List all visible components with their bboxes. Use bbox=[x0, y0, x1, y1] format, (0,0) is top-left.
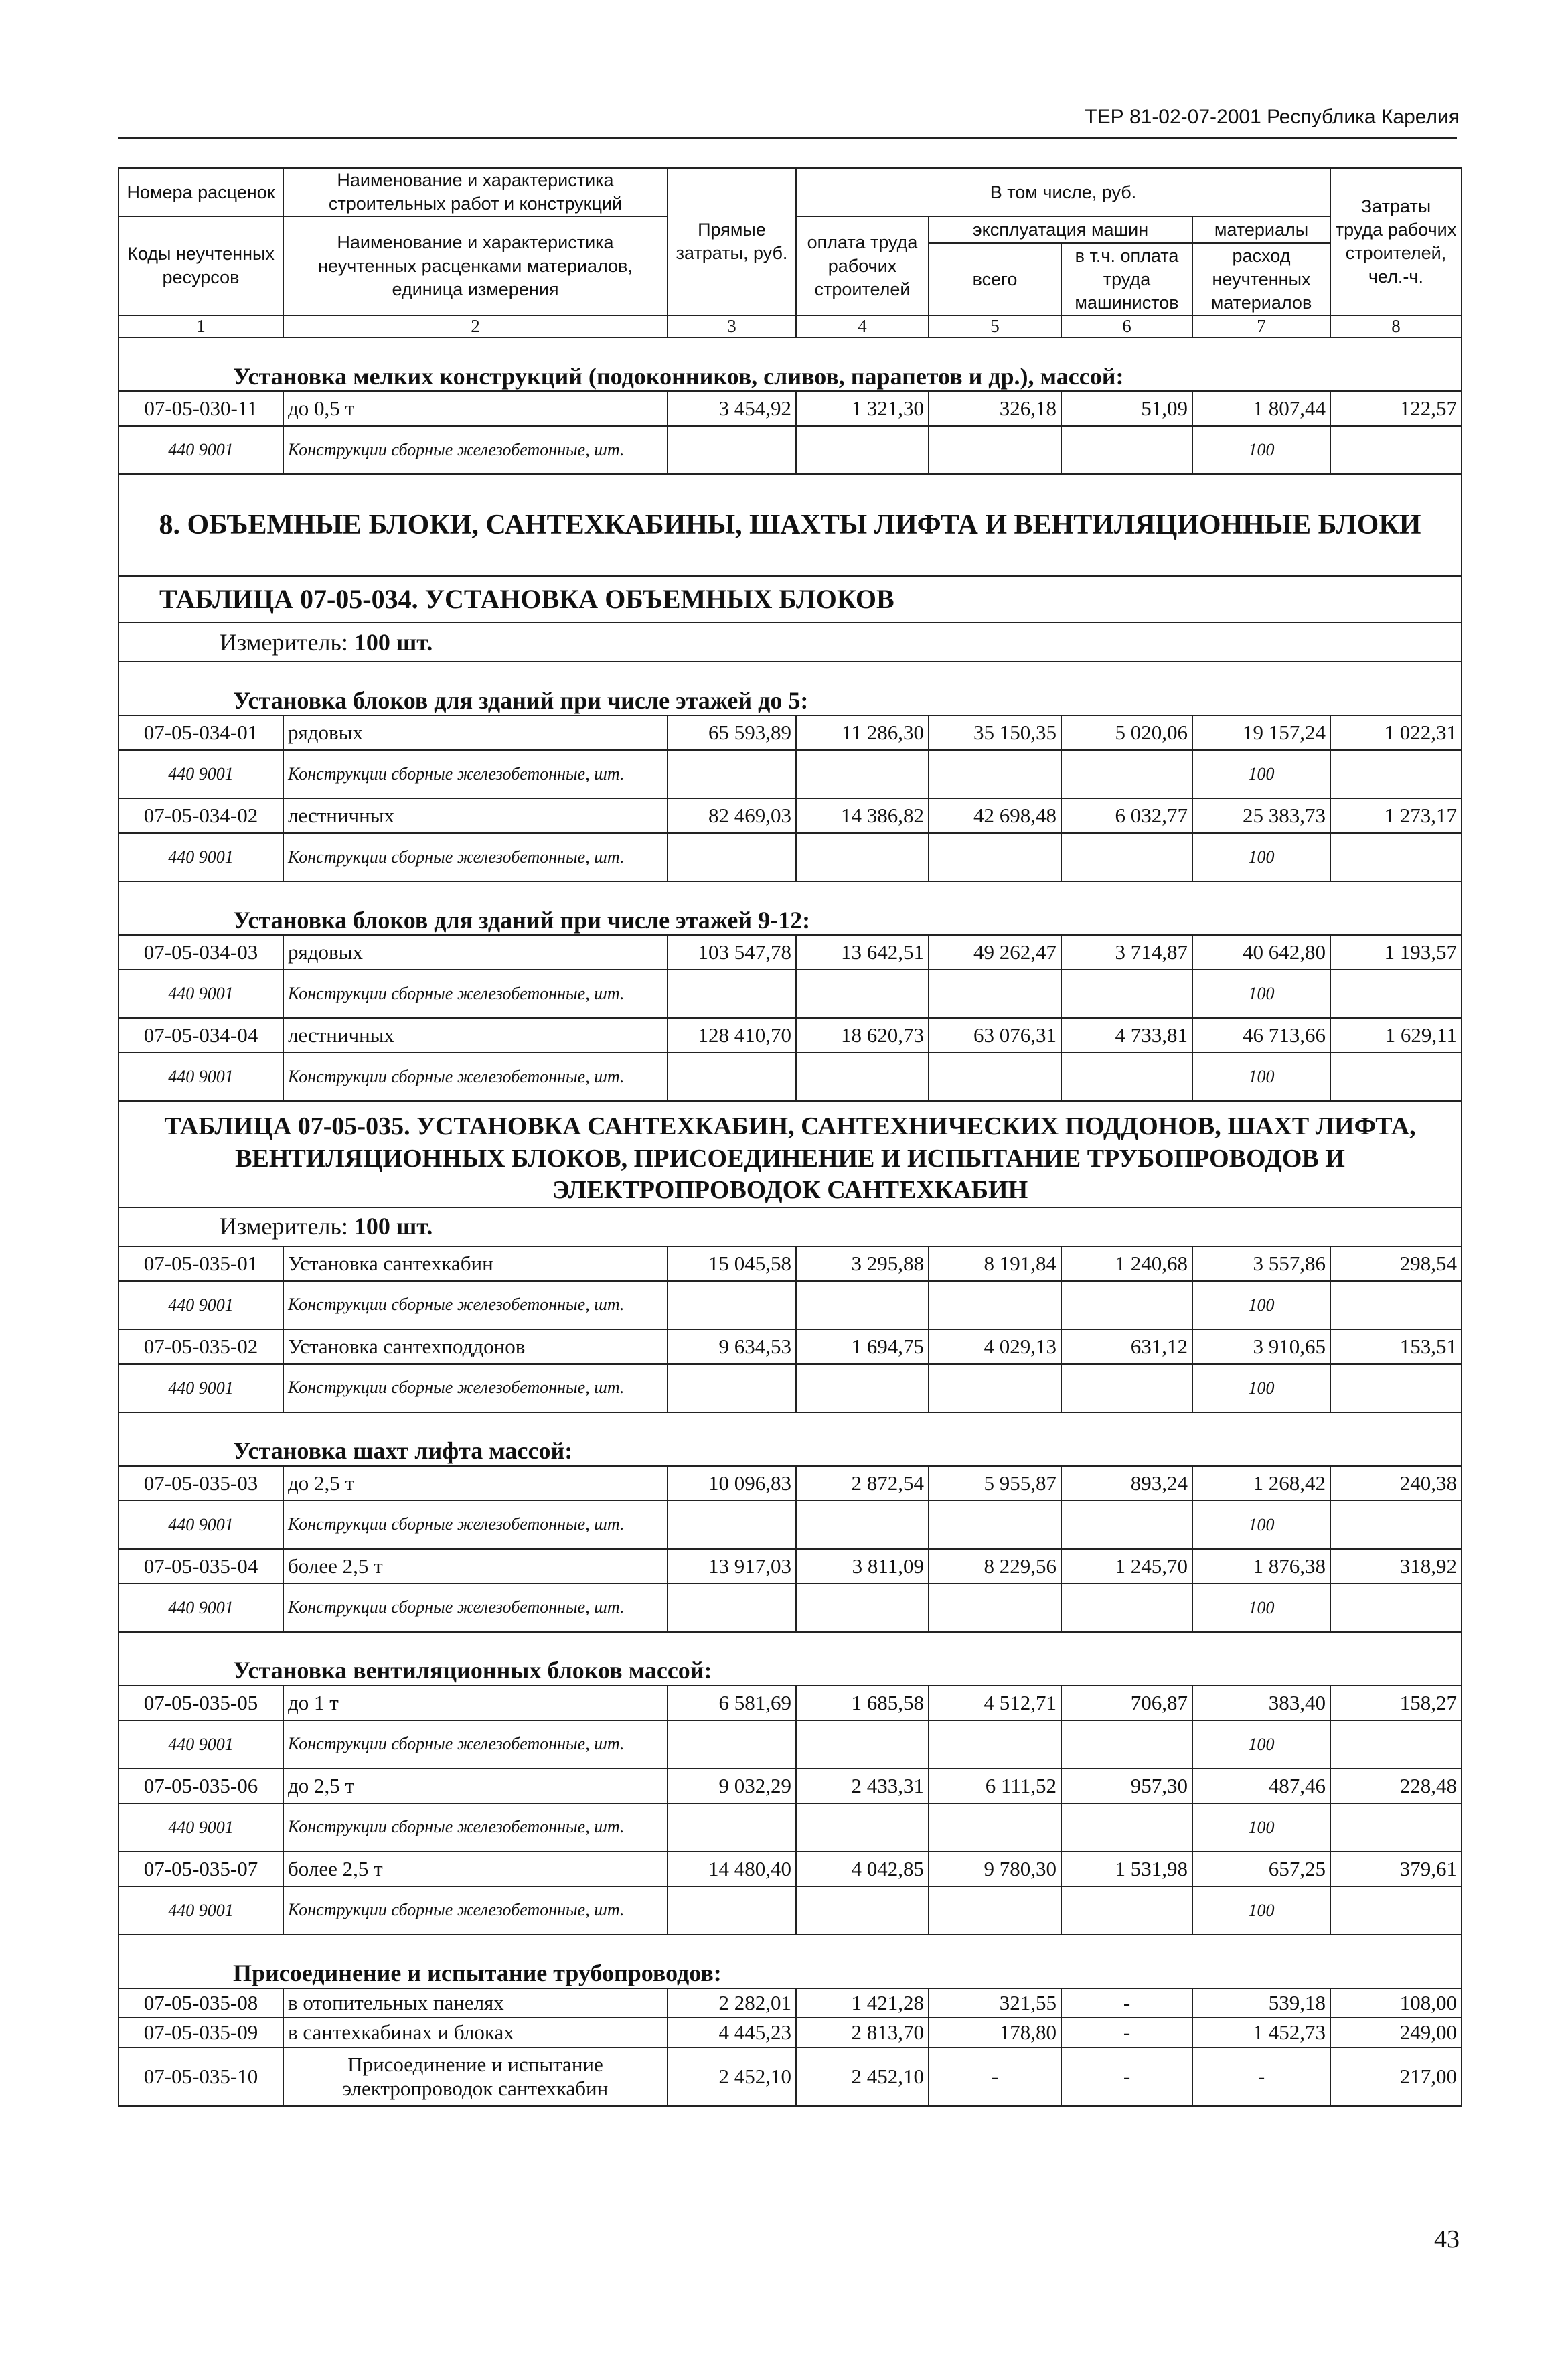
machinist-pay: 893,24 bbox=[1061, 1466, 1192, 1501]
col-labor-pay: оплата труда рабочих строителей bbox=[796, 216, 929, 315]
measure-unit bbox=[119, 623, 1462, 662]
header-rule bbox=[118, 137, 1457, 139]
material-qty: 100 bbox=[1192, 833, 1330, 881]
materials-cost: 1 268,42 bbox=[1192, 1466, 1330, 1501]
machinist-pay: - bbox=[1061, 2047, 1192, 2106]
work-name: до 0,5 т bbox=[283, 391, 668, 426]
machinist-pay: - bbox=[1061, 1988, 1192, 2018]
direct-cost: 2 282,01 bbox=[668, 1988, 796, 2018]
machinist-pay: 706,87 bbox=[1061, 1686, 1192, 1720]
direct-cost: 4 445,23 bbox=[668, 2018, 796, 2047]
machines-total: - bbox=[929, 2047, 1061, 2106]
work-name: в отопительных панелях bbox=[283, 1988, 668, 2018]
materials-cost: 1 807,44 bbox=[1192, 391, 1330, 426]
direct-cost: 10 096,83 bbox=[668, 1466, 796, 1501]
col-machines: эксплуатация машин bbox=[929, 216, 1192, 243]
materials-cost: - bbox=[1192, 2047, 1330, 2106]
material-qty: 100 bbox=[1192, 1720, 1330, 1769]
machines-total: 321,55 bbox=[929, 1988, 1061, 2018]
col-unaccounted-materials: расход неучтенных материалов bbox=[1192, 243, 1330, 315]
labor-pay: 14 386,82 bbox=[796, 798, 929, 833]
table-row bbox=[119, 1769, 1462, 1803]
col-including: В том числе, руб. bbox=[796, 168, 1330, 216]
col-number: 3 bbox=[668, 315, 796, 338]
resource-code: 440 9001 bbox=[119, 1281, 283, 1329]
material-name: Конструкции сборные железобетонные, шт. bbox=[283, 1584, 668, 1632]
document-code: ТЕР 81-02-07-2001 Республика Карелия bbox=[1085, 106, 1460, 128]
rate-code: 07-05-034-02 bbox=[119, 798, 283, 833]
labor-hours: 158,27 bbox=[1330, 1686, 1462, 1720]
col-number: 8 bbox=[1330, 315, 1462, 338]
col-work-name: Наименование и характеристика строительных работ и конструкций bbox=[283, 168, 668, 216]
rate-code: 07-05-035-09 bbox=[119, 2018, 283, 2047]
materials-cost: 1 876,38 bbox=[1192, 1549, 1330, 1584]
machines-total: 6 111,52 bbox=[929, 1769, 1061, 1803]
material-qty: 100 bbox=[1192, 1053, 1330, 1101]
machinist-pay: 51,09 bbox=[1061, 391, 1192, 426]
direct-cost: 82 469,03 bbox=[668, 798, 796, 833]
materials-cost: 539,18 bbox=[1192, 1988, 1330, 2018]
rate-code: 07-05-034-03 bbox=[119, 935, 283, 970]
materials-cost: 657,25 bbox=[1192, 1852, 1330, 1887]
rate-code: 07-05-035-05 bbox=[119, 1686, 283, 1720]
col-number: 6 bbox=[1061, 315, 1192, 338]
col-number: 1 bbox=[119, 315, 283, 338]
machines-total: 9 780,30 bbox=[929, 1852, 1061, 1887]
col-number: 5 bbox=[929, 315, 1061, 338]
measure-value: 100 шт. bbox=[354, 628, 433, 656]
work-name: до 2,5 т bbox=[283, 1466, 668, 1501]
col-number: 2 bbox=[283, 315, 668, 338]
material-row bbox=[119, 1281, 1462, 1329]
rate-code: 07-05-035-02 bbox=[119, 1329, 283, 1364]
material-name: Конструкции сборные железобетонные, шт. bbox=[283, 750, 668, 798]
material-name: Конструкции сборные железобетонные, шт. bbox=[283, 833, 668, 881]
table-row bbox=[119, 1686, 1462, 1720]
rate-code: 07-05-035-06 bbox=[119, 1769, 283, 1803]
materials-cost: 1 452,73 bbox=[1192, 2018, 1330, 2047]
machines-total: 4 512,71 bbox=[929, 1686, 1061, 1720]
labor-hours: 1 022,31 bbox=[1330, 715, 1462, 750]
material-qty: 100 bbox=[1192, 1584, 1330, 1632]
rate-code: 07-05-035-04 bbox=[119, 1549, 283, 1584]
labor-pay: 2 452,10 bbox=[796, 2047, 929, 2106]
table-title: ТАБЛИЦА 07-05-035. УСТАНОВКА САНТЕХКАБИН, САНТЕХНИЧЕСКИХ ПОДДОНОВ, ШАХТ ЛИФТА, ВЕНТИЛЯЦИОННЫХ БЛОКОВ, ПРИСОЕДИНЕНИЕ И ИСПЫТАНИЕ ТРУБОПРОВОДОВ И ЭЛЕКТРОПРОВОДОК САНТЕХКАБИН bbox=[119, 1101, 1462, 1207]
rate-code: 07-05-035-03 bbox=[119, 1466, 283, 1501]
material-row bbox=[119, 750, 1462, 798]
table-row bbox=[119, 391, 1462, 426]
direct-cost: 13 917,03 bbox=[668, 1549, 796, 1584]
section-heading: 8. ОБЪЕМНЫЕ БЛОКИ, САНТЕХКАБИНЫ, ШАХТЫ ЛИФТА И ВЕНТИЛЯЦИОННЫЕ БЛОКИ bbox=[119, 474, 1462, 576]
material-row bbox=[119, 1584, 1462, 1632]
price-table bbox=[118, 167, 1461, 2107]
labor-hours: 217,00 bbox=[1330, 2047, 1462, 2106]
material-row bbox=[119, 1803, 1462, 1852]
machines-total: 8 229,56 bbox=[929, 1549, 1061, 1584]
material-qty: 100 bbox=[1192, 1803, 1330, 1852]
machinist-pay: 6 032,77 bbox=[1061, 798, 1192, 833]
resource-code: 440 9001 bbox=[119, 1720, 283, 1769]
materials-cost: 25 383,73 bbox=[1192, 798, 1330, 833]
machines-total: 35 150,35 bbox=[929, 715, 1061, 750]
measure-label: Измеритель: bbox=[220, 628, 348, 656]
work-name: более 2,5 т bbox=[283, 1852, 668, 1887]
table-row bbox=[119, 2018, 1462, 2047]
material-qty: 100 bbox=[1192, 1364, 1330, 1412]
subheading: Установка блоков для зданий при числе этажей до 5: bbox=[119, 662, 1462, 715]
measure-label: Измеритель: bbox=[220, 1213, 348, 1240]
labor-pay: 2 433,31 bbox=[796, 1769, 929, 1803]
subheading: Установка вентиляционных блоков массой: bbox=[119, 1632, 1462, 1686]
material-name: Конструкции сборные железобетонные, шт. bbox=[283, 1053, 668, 1101]
labor-hours: 379,61 bbox=[1330, 1852, 1462, 1887]
labor-hours: 298,54 bbox=[1330, 1246, 1462, 1281]
material-name: Конструкции сборные железобетонные, шт. bbox=[283, 970, 668, 1018]
machines-total: 4 029,13 bbox=[929, 1329, 1061, 1364]
direct-cost: 65 593,89 bbox=[668, 715, 796, 750]
labor-hours: 249,00 bbox=[1330, 2018, 1462, 2047]
subheading: Установка мелких конструкций (подоконников, сливов, парапетов и др.), массой: bbox=[119, 338, 1462, 391]
col-machinist-pay: в т.ч. оплата труда машинистов bbox=[1061, 243, 1192, 315]
labor-hours: 108,00 bbox=[1330, 1988, 1462, 2018]
material-name: Конструкции сборные железобетонные, шт. bbox=[283, 1281, 668, 1329]
direct-cost: 6 581,69 bbox=[668, 1686, 796, 1720]
machines-total: 49 262,47 bbox=[929, 935, 1061, 970]
material-row bbox=[119, 833, 1462, 881]
resource-code: 440 9001 bbox=[119, 426, 283, 474]
machinist-pay: 957,30 bbox=[1061, 1769, 1192, 1803]
direct-cost: 103 547,78 bbox=[668, 935, 796, 970]
machinist-pay: 5 020,06 bbox=[1061, 715, 1192, 750]
material-qty: 100 bbox=[1192, 1281, 1330, 1329]
machinist-pay: 1 240,68 bbox=[1061, 1246, 1192, 1281]
labor-pay: 2 872,54 bbox=[796, 1466, 929, 1501]
work-name: до 1 т bbox=[283, 1686, 668, 1720]
machines-total: 8 191,84 bbox=[929, 1246, 1061, 1281]
machines-total: 63 076,31 bbox=[929, 1018, 1061, 1053]
material-qty: 100 bbox=[1192, 1887, 1330, 1935]
table-row bbox=[119, 715, 1462, 750]
materials-cost: 3 557,86 bbox=[1192, 1246, 1330, 1281]
work-name: рядовых bbox=[283, 935, 668, 970]
labor-pay: 18 620,73 bbox=[796, 1018, 929, 1053]
material-name: Конструкции сборные железобетонные, шт. bbox=[283, 1803, 668, 1852]
work-name: более 2,5 т bbox=[283, 1549, 668, 1584]
rate-code: 07-05-035-01 bbox=[119, 1246, 283, 1281]
materials-cost: 46 713,66 bbox=[1192, 1018, 1330, 1053]
machinist-pay: 4 733,81 bbox=[1061, 1018, 1192, 1053]
machines-total: 178,80 bbox=[929, 2018, 1061, 2047]
labor-hours: 1 193,57 bbox=[1330, 935, 1462, 970]
machines-total: 5 955,87 bbox=[929, 1466, 1061, 1501]
page-number: 43 bbox=[1434, 2225, 1460, 2253]
table-row bbox=[119, 1466, 1462, 1501]
resource-code: 440 9001 bbox=[119, 1501, 283, 1549]
machinist-pay: 1 531,98 bbox=[1061, 1852, 1192, 1887]
material-qty: 100 bbox=[1192, 1501, 1330, 1549]
subheading: Присоединение и испытание трубопроводов: bbox=[119, 1935, 1462, 1988]
rate-code: 07-05-034-01 bbox=[119, 715, 283, 750]
material-row bbox=[119, 1887, 1462, 1935]
material-qty: 100 bbox=[1192, 750, 1330, 798]
material-qty: 100 bbox=[1192, 970, 1330, 1018]
labor-pay: 3 295,88 bbox=[796, 1246, 929, 1281]
material-row bbox=[119, 970, 1462, 1018]
work-name: лестничных bbox=[283, 798, 668, 833]
material-row bbox=[119, 1053, 1462, 1101]
resource-code: 440 9001 bbox=[119, 1803, 283, 1852]
table-title: ТАБЛИЦА 07-05-034. УСТАНОВКА ОБЪЕМНЫХ БЛОКОВ bbox=[119, 576, 1462, 623]
material-row bbox=[119, 1364, 1462, 1412]
labor-pay: 11 286,30 bbox=[796, 715, 929, 750]
labor-pay: 4 042,85 bbox=[796, 1852, 929, 1887]
col-materials: материалы bbox=[1192, 216, 1330, 243]
material-row bbox=[119, 426, 1462, 474]
material-name: Конструкции сборные железобетонные, шт. bbox=[283, 1887, 668, 1935]
materials-cost: 487,46 bbox=[1192, 1769, 1330, 1803]
labor-pay: 1 685,58 bbox=[796, 1686, 929, 1720]
table-row bbox=[119, 935, 1462, 970]
material-row bbox=[119, 1501, 1462, 1549]
machines-total: 326,18 bbox=[929, 391, 1061, 426]
col-labor-hours: Затраты труда рабочих строителей, чел.-ч. bbox=[1330, 168, 1462, 315]
machinist-pay: 3 714,87 bbox=[1061, 935, 1192, 970]
direct-cost: 3 454,92 bbox=[668, 391, 796, 426]
work-name: лестничных bbox=[283, 1018, 668, 1053]
table-row bbox=[119, 1988, 1462, 2018]
direct-cost: 14 480,40 bbox=[668, 1852, 796, 1887]
rate-code: 07-05-035-10 bbox=[119, 2047, 283, 2106]
subheading: Установка шахт лифта массой: bbox=[119, 1412, 1462, 1466]
work-name: до 2,5 т bbox=[283, 1769, 668, 1803]
materials-cost: 19 157,24 bbox=[1192, 715, 1330, 750]
direct-cost: 15 045,58 bbox=[668, 1246, 796, 1281]
machinist-pay: 631,12 bbox=[1061, 1329, 1192, 1364]
resource-code: 440 9001 bbox=[119, 750, 283, 798]
labor-pay: 3 811,09 bbox=[796, 1549, 929, 1584]
direct-cost: 128 410,70 bbox=[668, 1018, 796, 1053]
resource-code: 440 9001 bbox=[119, 1364, 283, 1412]
table-row bbox=[119, 2047, 1462, 2106]
labor-hours: 318,92 bbox=[1330, 1549, 1462, 1584]
col-resource-code: Коды неучтенных ресурсов bbox=[119, 216, 283, 315]
col-machines-total: всего bbox=[929, 243, 1061, 315]
work-name: Присоединение и испытание электропроводок сантехкабин bbox=[283, 2047, 668, 2106]
resource-code: 440 9001 bbox=[119, 833, 283, 881]
work-name: в сантехкабинах и блоках bbox=[283, 2018, 668, 2047]
labor-pay: 2 813,70 bbox=[796, 2018, 929, 2047]
table-row bbox=[119, 1018, 1462, 1053]
table-row bbox=[119, 798, 1462, 833]
material-row bbox=[119, 1720, 1462, 1769]
materials-cost: 383,40 bbox=[1192, 1686, 1330, 1720]
resource-code: 440 9001 bbox=[119, 1887, 283, 1935]
machinist-pay: - bbox=[1061, 2018, 1192, 2047]
resource-code: 440 9001 bbox=[119, 1053, 283, 1101]
direct-cost: 2 452,10 bbox=[668, 2047, 796, 2106]
materials-cost: 3 910,65 bbox=[1192, 1329, 1330, 1364]
subheading: Установка блоков для зданий при числе этажей 9-12: bbox=[119, 881, 1462, 935]
labor-hours: 228,48 bbox=[1330, 1769, 1462, 1803]
labor-pay: 1 421,28 bbox=[796, 1988, 929, 2018]
table-row bbox=[119, 1852, 1462, 1887]
col-material-name: Наименование и характеристика неучтенных расценками материалов, единица измерения bbox=[283, 216, 668, 315]
direct-cost: 9 032,29 bbox=[668, 1769, 796, 1803]
resource-code: 440 9001 bbox=[119, 1584, 283, 1632]
material-name: Конструкции сборные железобетонные, шт. bbox=[283, 1720, 668, 1769]
material-name: Конструкции сборные железобетонные, шт. bbox=[283, 1364, 668, 1412]
rate-code: 07-05-030-11 bbox=[119, 391, 283, 426]
material-name: Конструкции сборные железобетонные, шт. bbox=[283, 1501, 668, 1549]
materials-cost: 40 642,80 bbox=[1192, 935, 1330, 970]
rate-code: 07-05-035-07 bbox=[119, 1852, 283, 1887]
material-name: Конструкции сборные железобетонные, шт. bbox=[283, 426, 668, 474]
labor-hours: 153,51 bbox=[1330, 1329, 1462, 1364]
table-row bbox=[119, 1549, 1462, 1584]
table-row bbox=[119, 1246, 1462, 1281]
labor-pay: 1 321,30 bbox=[796, 391, 929, 426]
labor-hours: 1 629,11 bbox=[1330, 1018, 1462, 1053]
labor-pay: 1 694,75 bbox=[796, 1329, 929, 1364]
resource-code: 440 9001 bbox=[119, 970, 283, 1018]
rate-code: 07-05-035-08 bbox=[119, 1988, 283, 2018]
labor-pay: 13 642,51 bbox=[796, 935, 929, 970]
work-name: Установка сантехподдонов bbox=[283, 1329, 668, 1364]
col-rate-number: Номера расценок bbox=[119, 168, 283, 216]
direct-cost: 9 634,53 bbox=[668, 1329, 796, 1364]
labor-hours: 1 273,17 bbox=[1330, 798, 1462, 833]
measure-unit bbox=[119, 1207, 1462, 1246]
measure-value: 100 шт. bbox=[354, 1213, 433, 1240]
table-row bbox=[119, 1329, 1462, 1364]
col-number: 7 bbox=[1192, 315, 1330, 338]
machinist-pay: 1 245,70 bbox=[1061, 1549, 1192, 1584]
work-name: рядовых bbox=[283, 715, 668, 750]
machines-total: 42 698,48 bbox=[929, 798, 1061, 833]
col-number: 4 bbox=[796, 315, 929, 338]
rate-code: 07-05-034-04 bbox=[119, 1018, 283, 1053]
work-name: Установка сантехкабин bbox=[283, 1246, 668, 1281]
labor-hours: 122,57 bbox=[1330, 391, 1462, 426]
col-direct-cost: Прямые затраты, руб. bbox=[668, 168, 796, 315]
material-qty: 100 bbox=[1192, 426, 1330, 474]
labor-hours: 240,38 bbox=[1330, 1466, 1462, 1501]
